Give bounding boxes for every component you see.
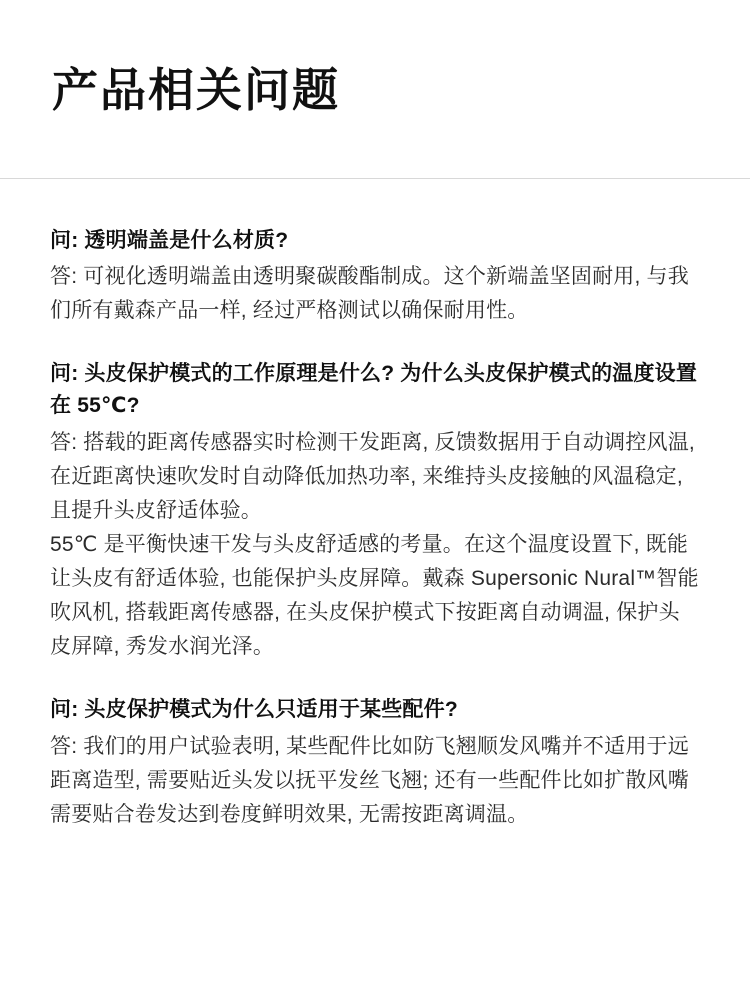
faq-item <box>50 694 700 832</box>
faq-answer <box>50 730 700 832</box>
faq-question: 问: 透明端盖是什么材质? <box>50 228 289 252</box>
faq-question: 问: 头皮保护模式的工作原理是什么? 为什么头皮保护模式的温度设置在 55℃? <box>50 362 698 418</box>
title-block <box>0 0 750 120</box>
faq-answer <box>50 426 700 664</box>
faq-answer-paragraph: 答: 可视化透明端盖由透明聚碳酸酯制成。这个新端盖坚固耐用, 与我们所有戴森产品一样, 经过严格测试以确保耐用性。 <box>50 265 689 323</box>
faq-item <box>50 358 700 664</box>
faq-answer-paragraph: 55℃ 是平衡快速干发与头皮舒适感的考量。在这个温度设置下, 既能让头皮有舒适体验, 也能保护头皮屏障。戴森 Supersonic Nural™智能吹风机, 搭载距离传感器, 在头皮保护模式下按距离自动调温, 保护头皮屏障, 秀发水润光泽。 <box>50 533 699 659</box>
faq-answer <box>50 260 700 328</box>
page-title: 产品相关问题 <box>52 64 340 116</box>
faq-answer-paragraph: 答: 搭载的距离传感器实时检测干发距离, 反馈数据用于自动调控风温, 在近距离快速吹发时自动降低加热功率, 来维持头皮接触的风温稳定, 且提升头皮舒适体验。 <box>50 431 695 523</box>
faq-list <box>0 179 750 833</box>
faq-answer-paragraph: 答: 我们的用户试验表明, 某些配件比如防飞翘顺发风嘴并不适用于远距离造型, 需要贴近头发以抚平发丝飞翘; 还有一些配件比如扩散风嘴需要贴合卷发达到卷度鲜明效果, 无需按距离调温。 <box>50 735 689 827</box>
faq-item <box>50 225 700 329</box>
faq-question: 问: 头皮保护模式为什么只适用于某些配件? <box>50 698 458 722</box>
